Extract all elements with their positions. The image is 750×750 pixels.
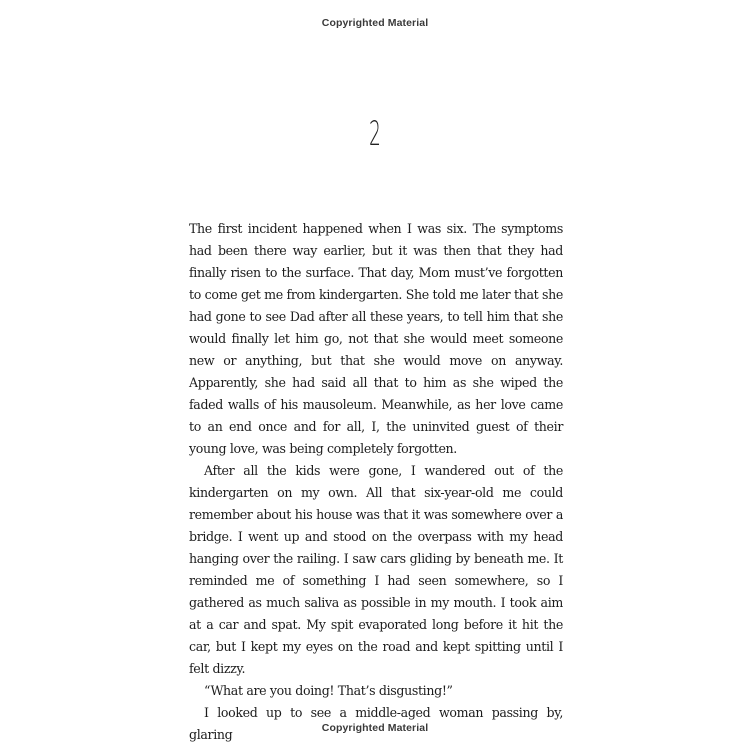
- paragraph-dialogue: “What are you doing! That’s disgusting!”: [204, 683, 453, 698]
- paragraph: I looked up to see a middle-aged woman passing by, glaring: [189, 705, 563, 742]
- copyright-watermark-bottom: Copyrighted Material: [321, 722, 429, 734]
- copyright-watermark-top: Copyrighted Material: [321, 17, 429, 29]
- chapter-number: 2: [369, 114, 381, 154]
- paragraph: The first incident happened when I was six. The symptoms had been there way earlier, but it was then that they had finally risen to the surface. That day, Mom must’ve forgotten to come get me from kindergarten. She told me later that she had gone to see Dad after all these years, to tell him that she would finally let him go, not that she would meet someone new or anything, but that she would move on anyway. Apparently, she had said all that to him as she wiped the faded walls of his mausoleum. Meanwhile, as her love came to an end once and for all, I, the uninvited guest of their young love, was being completely forgotten.: [189, 221, 563, 456]
- chapter-body: [189, 218, 563, 746]
- paragraph: After all the kids were gone, I wandered out of the kindergarten on my own. All that six-year-old me could remember about his house was that it was somewhere over a bridge. I went up and stood on the overpass with my head hanging over the railing. I saw cars gliding by beneath me. It reminded me of something I had seen somewhere, so I gathered as much saliva as possible in my mouth. I took aim at a car and spat. My spit evaporated long before it hit the car, but I kept my eyes on the road and kept spitting until I felt dizzy.: [189, 463, 563, 676]
